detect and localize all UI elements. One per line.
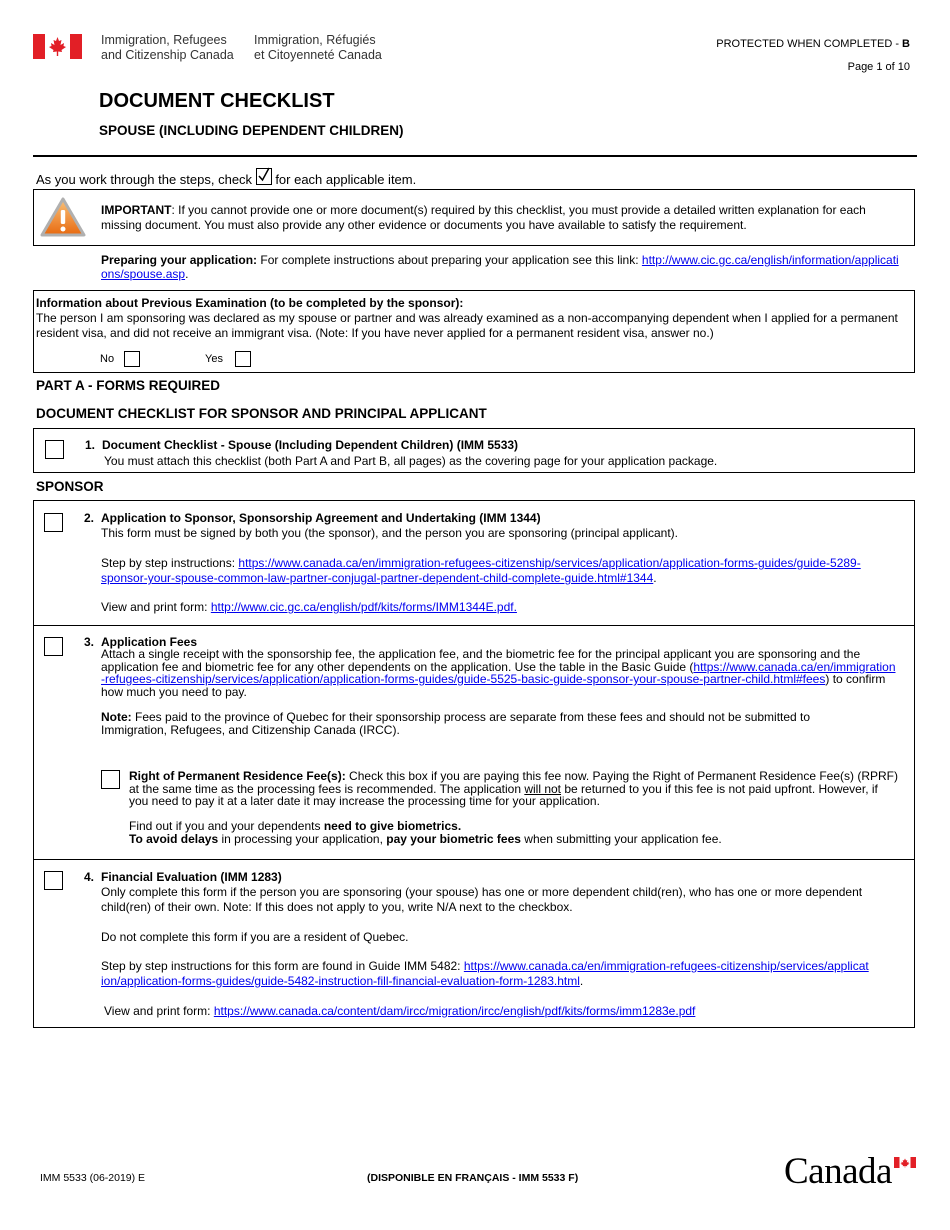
item-3-note-label: Note:	[101, 710, 132, 724]
item-4-text: Only complete this form if the person you are sponsoring (your spouse) has one or more dependent child(ren), who has one or more dependent child(ren) of their own. Note: If this does not apply to you, write N/A next to the checkbox.	[101, 885, 863, 914]
rprf-text-1: Check this box if you are paying this fee now. Paying the Right of Permanent Residence Fee(s) (RPRF) at the same time as the processing fees is recommended. The application	[129, 769, 898, 796]
dept-fr-line1: Immigration, Réfugiés	[254, 33, 376, 47]
item-2-title: Application to Sponsor, Sponsorship Agreement and Undertaking (IMM 1344)	[101, 511, 541, 525]
item-2-divider	[33, 625, 915, 626]
previous-exam-heading: Information about Previous Examination (to be completed by the sponsor):	[36, 296, 464, 310]
item-1-checkbox[interactable]	[45, 440, 64, 459]
item-1-title: Document Checklist - Spouse (Including Dependent Children) (IMM 5533)	[102, 438, 519, 452]
no-label: No	[100, 353, 115, 365]
preparing-application	[101, 253, 901, 281]
wordmark-flag-icon	[894, 1157, 916, 1168]
item-4-steps	[101, 959, 871, 989]
item-4-view-label: View and print form:	[104, 1004, 214, 1018]
important-body: : If you cannot provide one or more document(s) required by this checklist, you must provide a detailed written explanation for each missing document. You must also provide any other evidence or documents you have available to satisfy the requirement.	[101, 203, 866, 232]
canada-flag-logo	[33, 34, 82, 59]
protected-label: PROTECTED WHEN COMPLETED -	[716, 38, 903, 50]
item-3-checkbox[interactable]	[44, 637, 63, 656]
french-availability: (DISPONIBLE EN FRANÇAIS - IMM 5533 F)	[367, 1172, 579, 1184]
item-2-number: 2.	[84, 511, 95, 525]
page-title: DOCUMENT CHECKLIST	[99, 90, 335, 112]
yes-checkbox[interactable]	[235, 351, 251, 367]
item-4-steps-link[interactable]: https://www.canada.ca/en/immigration-refugees-citizenship/services/application/application-forms-guides/guide-5482-instruction-fill-financial-evaluation-form-1283.html	[101, 959, 869, 988]
item-2-steps-link[interactable]: https://www.canada.ca/en/immigration-refugees-citizenship/services/application/application-forms-guides/guide-5289-sponsor-your-spouse-common-law-partner-conjugal-partner-dependent-child-complete-guide.html#1344	[101, 556, 861, 585]
page-info: Page 1 of 10	[847, 61, 910, 73]
department-name-french	[254, 33, 382, 63]
item-3-text-after: ) to confirm how much you need to pay.	[101, 672, 886, 699]
item-4-quebec: Do not complete this form if you are a resident of Quebec.	[101, 930, 409, 944]
item-3-note-text: Fees paid to the province of Quebec for their sponsorship process are separate from these fees and should not be submitted to Immigration, Refugees, and Citizenship Canada (IRCC).	[101, 710, 811, 737]
protected-level: B	[902, 38, 910, 50]
preparing-link[interactable]: http://www.cic.gc.ca/english/information/applications/spouse.asp	[101, 253, 899, 281]
check-instruction	[36, 168, 416, 187]
item-1-text: You must attach this checklist (both Part A and Part B, all pages) as the covering page for your application package.	[104, 454, 718, 468]
protected-marking	[716, 38, 910, 50]
checkmark-icon	[256, 168, 272, 185]
rprf-text	[129, 770, 899, 808]
check-instruction-after: for each applicable item.	[275, 172, 417, 187]
item-3-basic-guide-link[interactable]: https://www.canada.ca/en/immigration-refugees-citizenship/services/application/application-forms-guides/guide-5525-basic-guide-sponsor-your-spouse-partner-child.html#fees	[101, 659, 896, 686]
canada-wordmark-text: Canada	[784, 1151, 892, 1192]
item-2-view	[101, 600, 517, 614]
item-3-number: 3.	[84, 635, 95, 649]
item-2-steps-label: Step by step instructions:	[101, 556, 239, 570]
item-3-title: Application Fees	[101, 635, 198, 649]
item-1-number: 1.	[85, 438, 96, 452]
bio-bold-3: pay your biometric fees	[386, 832, 521, 846]
important-label: IMPORTANT	[101, 203, 172, 217]
bio-text-2: in processing your application,	[218, 832, 387, 846]
check-instruction-before: As you work through the steps, check	[36, 172, 253, 187]
preparing-label: Preparing your application:	[101, 253, 258, 267]
part-a-heading: PART A - FORMS REQUIRED	[36, 378, 220, 393]
item-2-view-link[interactable]: http://www.cic.gc.ca/english/pdf/kits/forms/IMM1344E.pdf.	[210, 600, 517, 614]
item-4-steps-after: .	[579, 974, 584, 988]
item-3-text-before: Attach a single receipt with the sponsorship fee, the application fee, and the biometric fee for the principal applicant you are sponsoring and the application fee and biometric fee for any other dependents on the application. Use the table in the Basic Guide (	[101, 647, 861, 674]
dept-fr-line2: et Citoyenneté Canada	[254, 48, 382, 62]
item-2-steps-after: .	[653, 571, 657, 585]
item-2-view-label: View and print form:	[101, 600, 211, 614]
bio-bold-2: To avoid delays	[129, 832, 219, 846]
rprf-text-2: be returned to you if this fee is not paid upfront. However, if you need to pay it at a later date it may increase the processing time for your application.	[129, 781, 878, 808]
item-3-note	[101, 711, 861, 736]
important-box	[33, 189, 915, 246]
part-a-subheading: DOCUMENT CHECKLIST FOR SPONSOR AND PRINCIPAL APPLICANT	[36, 406, 487, 421]
form-code: IMM 5533 (06-2019) E	[40, 1172, 146, 1184]
item-2-steps	[101, 556, 861, 586]
item-2-checkbox[interactable]	[44, 513, 63, 532]
bio-text-3: when submitting your application fee.	[520, 832, 722, 846]
item-2-text: This form must be signed by both you (the sponsor), and the person you are sponsoring (principal applicant).	[101, 526, 678, 540]
bio-bold-1: need to give biometrics.	[323, 819, 462, 833]
item-3-text	[101, 648, 896, 698]
sponsor-heading: SPONSOR	[36, 479, 104, 494]
item-1-box	[33, 428, 915, 473]
item-4-title: Financial Evaluation (IMM 1283)	[101, 870, 282, 884]
item-3-divider	[33, 859, 915, 860]
important-text	[101, 203, 906, 233]
dept-en-line1: Immigration, Refugees	[101, 33, 227, 47]
item-4-steps-label: Step by step instructions for this form are found in Guide IMM 5482:	[101, 959, 464, 973]
rprf-label: Right of Permanent Residence Fee(s):	[129, 769, 346, 783]
biometrics-text	[129, 820, 889, 846]
preparing-text: For complete instructions about preparing your application see this link:	[257, 253, 642, 267]
previous-exam-text: The person I am sponsoring was declared as my spouse or partner and was already examined as a non-accompanying dependent when I applied for a permanent resident visa, and did not receive an immigrant visa. (Note: If you have never applied for a permanent resident visa, answer no.)	[36, 311, 898, 340]
department-name-english	[101, 33, 234, 63]
header-divider	[33, 155, 917, 157]
warning-icon	[38, 195, 88, 241]
rprf-underline: will not	[524, 781, 562, 796]
previous-exam-box	[33, 290, 915, 373]
item-4-checkbox[interactable]	[44, 871, 63, 890]
bio-text-1: Find out if you and your dependents	[129, 819, 324, 833]
dept-en-line2: and Citizenship Canada	[101, 48, 234, 62]
page-subtitle: SPOUSE (INCLUDING DEPENDENT CHILDREN)	[99, 123, 404, 138]
yes-label: Yes	[205, 353, 223, 365]
preparing-after: .	[185, 267, 189, 281]
item-4-number: 4.	[84, 870, 95, 884]
item-4-view	[104, 1004, 695, 1018]
canada-wordmark	[784, 1152, 916, 1192]
no-checkbox[interactable]	[124, 351, 140, 367]
item-4-view-link[interactable]: https://www.canada.ca/content/dam/ircc/migration/ircc/english/pdf/kits/forms/imm1283e.pdf	[213, 1004, 696, 1018]
rprf-checkbox[interactable]	[101, 770, 120, 789]
